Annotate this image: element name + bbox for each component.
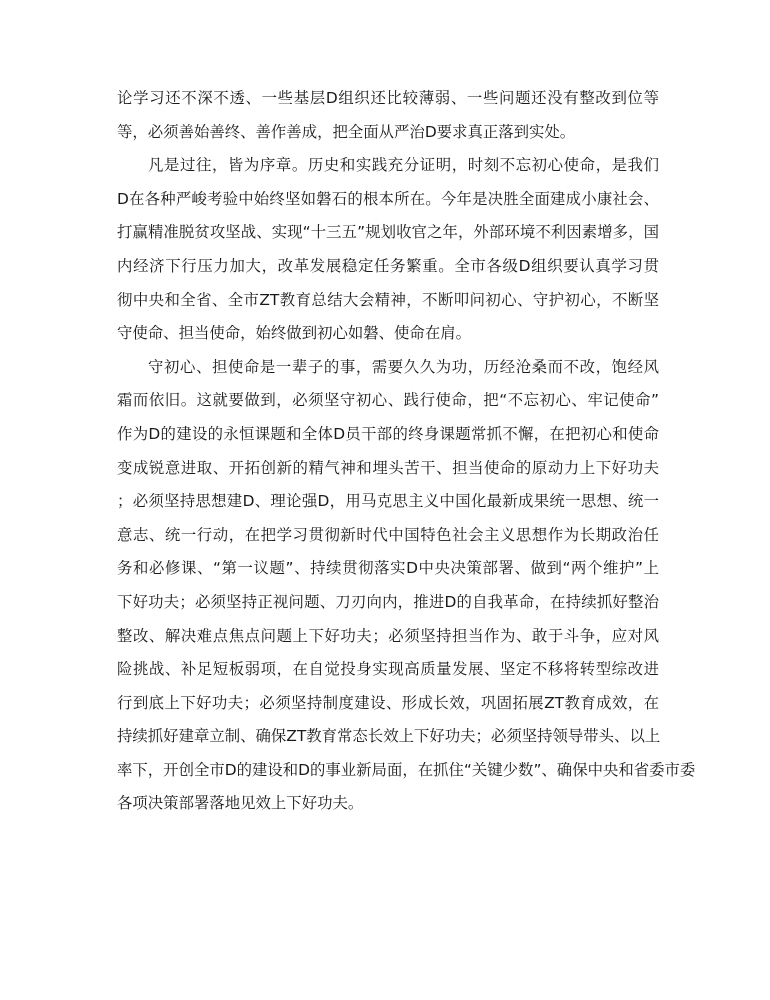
paragraph-line: 各项决策部署落地见效上下好功夫。 [117, 794, 364, 813]
paragraph-line: 论学习还不深不透、一些基层D组织还比较薄弱、一些问题还没有整改到位等 [117, 89, 659, 107]
paragraph-line: 守使命、担当使命，始终做到初心如磐、使命在肩。 [117, 324, 471, 343]
paragraph [117, 82, 659, 149]
paragraph-line: 彻中央和全省、全市ZT教育总结大会精神，不断叩问初心、守护初心，不断坚 [117, 290, 659, 309]
paragraph-line: 整改、解决难点焦点问题上下好功夫；必须坚持担当作为、敢于斗争，应对风 [117, 626, 659, 645]
paragraph-line: 率下，开创全市D的建设和D的事业新局面，在抓住“关键少数”、确保中央和省委市委 [117, 760, 696, 779]
paragraph-line: 行到底上下好功夫；必须坚持制度建设、形成长效，巩固拓展ZT教育成效，在 [117, 693, 659, 712]
paragraph-line: 意志、统一行动，在把学习贯彻新时代中国特色社会主义思想作为长期政治任 [117, 525, 659, 544]
document-body [117, 82, 696, 821]
paragraph [117, 351, 696, 821]
paragraph-line: 霜而依旧。这就要做到，必须坚守初心、践行使命，把“不忘初心、牢记使命” [117, 391, 659, 410]
paragraph-line: 等，必须善始善终、善作善成，把全面从严治D要求真正落到实处。 [117, 122, 576, 141]
paragraph-line: 下好功夫；必须坚持正视问题、刀刃向内，推进D的自我革命，在持续抓好整治 [117, 592, 659, 611]
paragraph-line: 务和必修课、“第一议题”、持续贯彻落实D中央决策部署、做到“两个维护”上 [117, 559, 659, 578]
paragraph-line: 变成锐意进取、开拓创新的精气神和埋头苦干、担当使命的原动力上下好功夫 [117, 458, 659, 477]
paragraph-line: 内经济下行压力加大，改革发展稳定任务繁重。全市各级D组织要认真学习贯 [117, 256, 659, 275]
paragraph-line: 作为D的建设的永恒课题和全体D员干部的终身课题常抓不懈，在把初心和使命 [117, 424, 659, 443]
paragraph-line: 守初心、担使命是一辈子的事，需要久久为功，历经沧桑而不改，饱经风 [148, 357, 659, 376]
paragraph-line: ；必须坚持思想建D、理论强D，用马克思主义中国化最新成果统一思想、统一 [117, 492, 659, 511]
paragraph-line: D在各种严峻考验中始终坚如磐石的根本所在。今年是决胜全面建成小康社会、 [117, 189, 659, 208]
paragraph-line: 打赢精准脱贫攻坚战、实现“十三五”规划收官之年，外部环境不利因素增多，国 [117, 223, 659, 242]
paragraph-line: 持续抓好建章立制、确保ZT教育常态长效上下好功夫；必须坚持领导带头、以上 [117, 727, 661, 746]
paragraph [117, 149, 659, 351]
paragraph-line: 险挑战、补足短板弱项，在自觉投身实现高质量发展、坚定不移将转型综改进 [117, 660, 659, 679]
paragraph-line: 凡是过往，皆为序章。历史和实践充分证明，时刻不忘初心使命，是我们 [148, 156, 659, 175]
